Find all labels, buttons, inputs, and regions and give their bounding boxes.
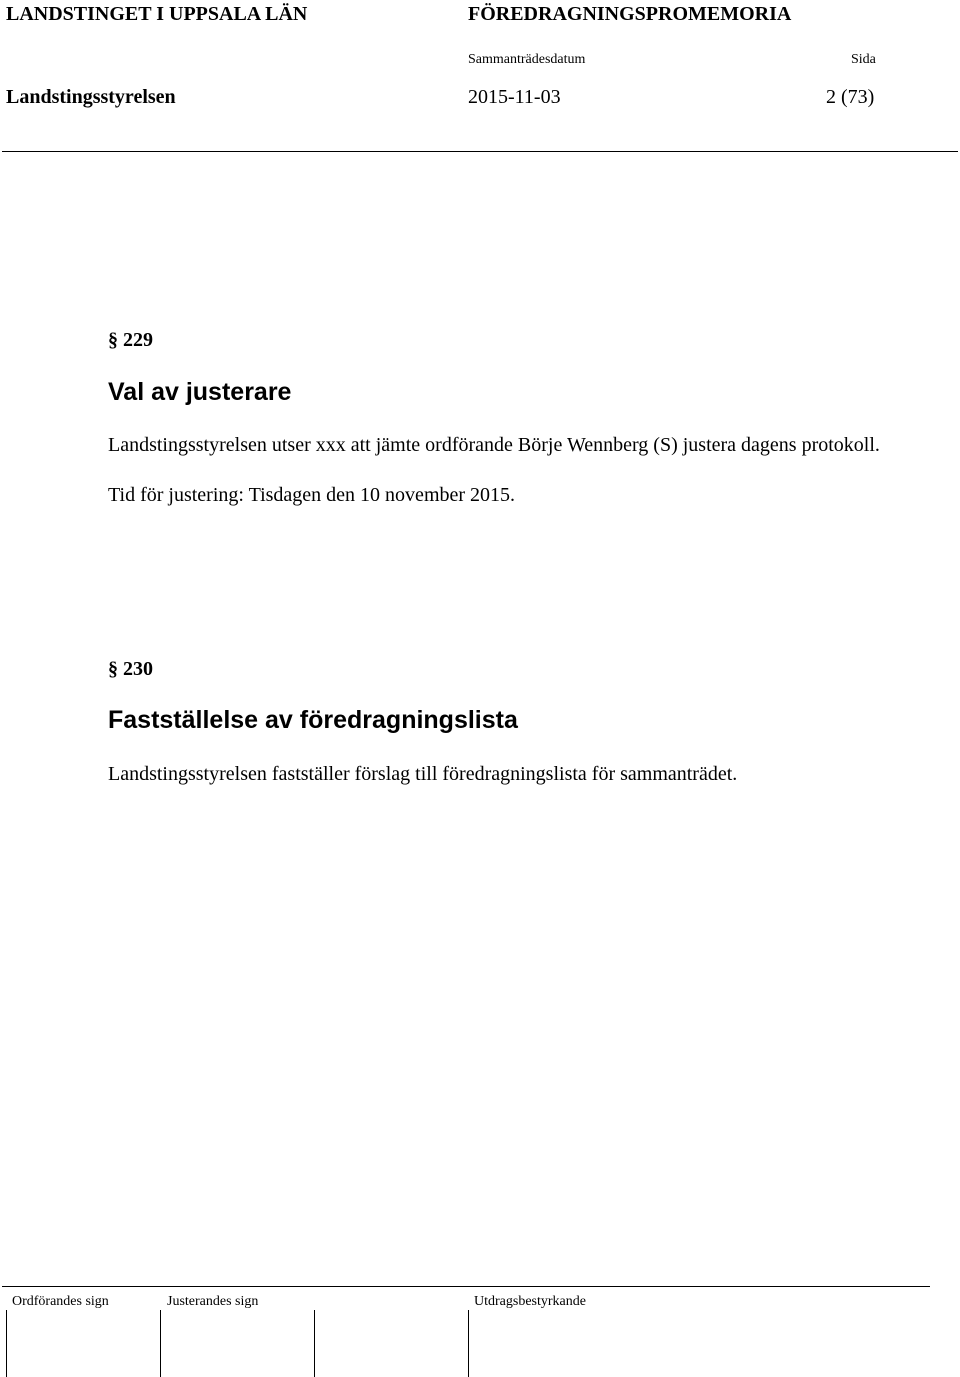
board-name: Landstingsstyrelsen xyxy=(6,86,176,108)
extract-certified-label: Utdragsbestyrkande xyxy=(474,1294,586,1309)
signature-field-border xyxy=(468,1310,469,1377)
page-number: 2 (73) xyxy=(826,86,875,108)
section-title: Fastställelse av föredragningslista xyxy=(108,706,518,734)
section-number: § 230 xyxy=(108,658,153,680)
section-title: Val av justerare xyxy=(108,378,292,406)
chair-sign-label: Ordförandes sign xyxy=(12,1294,109,1309)
meeting-date: 2015-11-03 xyxy=(468,86,561,108)
signature-field-border xyxy=(314,1310,315,1377)
document-type: FÖREDRAGNINGSPROMEMORIA xyxy=(468,3,792,25)
adjuster-sign-label: Justerandes sign xyxy=(167,1294,259,1309)
signature-field-border xyxy=(160,1310,161,1377)
section-paragraph: Landstingsstyrelsen utser xxx att jämte ordförande Börje Wennberg (S) justera dagens protokoll. xyxy=(108,434,880,456)
section-number: § 229 xyxy=(108,329,153,351)
section-paragraph: Tid för justering: Tisdagen den 10 november 2015. xyxy=(108,484,516,506)
page-label: Sida xyxy=(851,52,876,67)
organization-name: LANDSTINGET I UPPSALA LÄN xyxy=(6,3,308,25)
footer-divider xyxy=(2,1286,930,1287)
meeting-date-label: Sammanträdesdatum xyxy=(468,52,586,67)
signature-field-border xyxy=(6,1310,7,1377)
section-paragraph: Landstingsstyrelsen fastställer förslag till föredragningslista för sammanträdet. xyxy=(108,763,738,785)
header-divider xyxy=(2,151,958,152)
